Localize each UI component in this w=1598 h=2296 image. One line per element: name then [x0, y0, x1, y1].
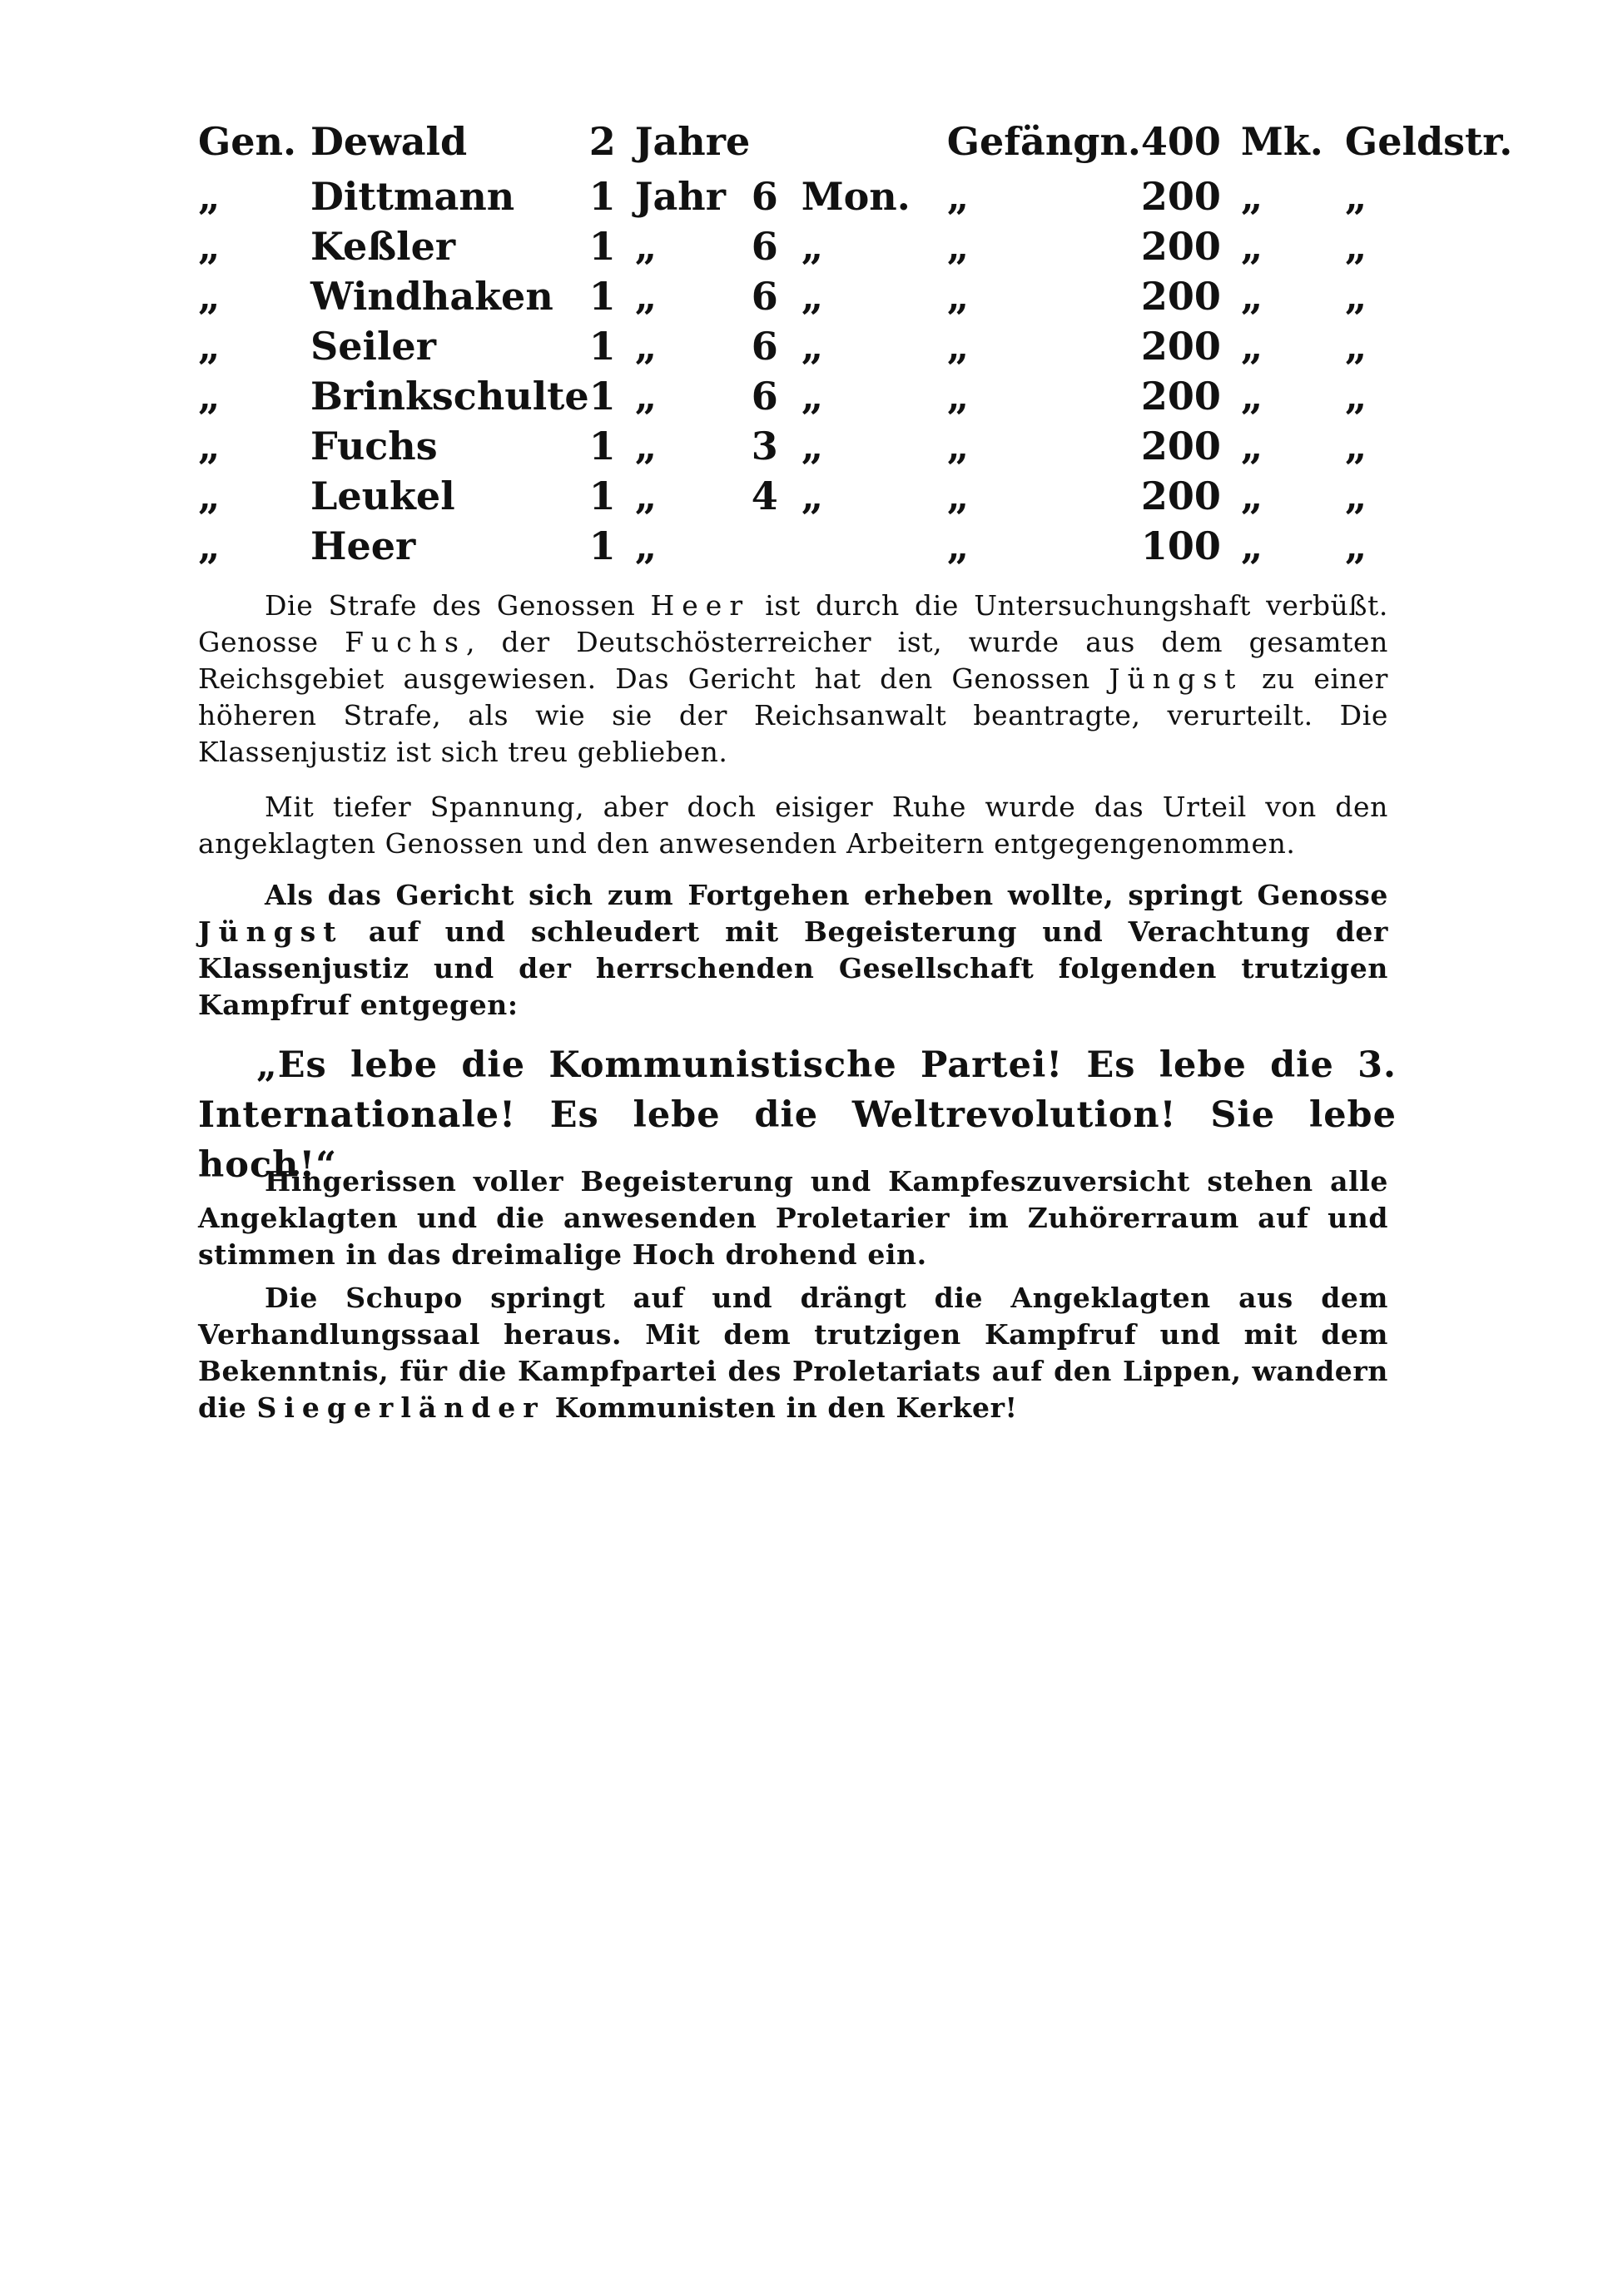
- months-unit-cell: „: [801, 374, 824, 419]
- text-run: Die Schupo springt auf und drängt die Angeklagten aus dem Verhandlungssaal heraus. Mit dem trutzigen Kampfruf und mit dem Bekenntnis, für die Kampfpartei des Proletariats auf den Lippen, wandern die: [198, 1282, 1388, 1424]
- fine-cell: „: [1344, 324, 1367, 369]
- gen-cell: „: [198, 174, 221, 219]
- amount-cell: 200: [1140, 474, 1221, 518]
- years-unit-cell: Jahre: [634, 119, 751, 164]
- years-unit-cell: „: [634, 324, 658, 369]
- years-unit-cell: „: [634, 224, 658, 269]
- paragraph-schupo: [198, 1280, 1388, 1426]
- prison-cell: „: [946, 274, 970, 319]
- fine-cell: „: [1344, 424, 1367, 469]
- name-heer: Heer: [650, 589, 751, 622]
- name-cell: Dittmann: [310, 174, 515, 219]
- amount-cell: 200: [1140, 274, 1221, 319]
- amount-cell: 400: [1140, 119, 1221, 164]
- table-row: [198, 521, 1512, 571]
- years-cell: 1: [588, 324, 616, 369]
- currency-cell: „: [1240, 523, 1263, 568]
- name-cell: Fuchs: [310, 424, 438, 469]
- prison-cell: „: [946, 424, 970, 469]
- name-cell: Windhaken: [310, 274, 553, 319]
- text-run: , der Deutschösterreicher ist, wurde aus dem gesamten Reichsgebiet ausgewiesen. Das Gericht hat den Genossen: [198, 626, 1388, 695]
- table-row: [198, 171, 1512, 221]
- gen-cell: „: [198, 424, 221, 469]
- amount-cell: 200: [1140, 174, 1221, 219]
- currency-cell: „: [1240, 174, 1263, 219]
- months-unit-cell: [801, 521, 947, 571]
- name-juengst: Jüngst: [1109, 662, 1243, 695]
- years-cell: 1: [588, 174, 616, 219]
- currency-cell: „: [1240, 374, 1263, 419]
- currency-cell: „: [1240, 324, 1263, 369]
- name-cell: Brinkschulte: [310, 374, 589, 419]
- word-siegerlaender: Siegerländer: [256, 1391, 545, 1424]
- years-cell: 1: [588, 523, 616, 568]
- prison-cell: „: [946, 174, 970, 219]
- fine-cell: „: [1344, 474, 1367, 518]
- text-run: ist durch die Untersuchungshaft verbüßt. Genosse: [198, 589, 1389, 658]
- prison-cell: „: [946, 324, 970, 369]
- gen-cell: „: [198, 523, 221, 568]
- prison-cell: „: [946, 224, 970, 269]
- name-juengst: Jüngst: [198, 915, 344, 948]
- months-cell: 6: [751, 174, 778, 219]
- amount-cell: 200: [1140, 324, 1221, 369]
- months-unit-cell: „: [801, 424, 824, 469]
- currency-cell: „: [1240, 224, 1263, 269]
- name-fuchs: Fuchs: [345, 626, 466, 658]
- name-cell: Heer: [310, 523, 416, 568]
- months-unit-cell: „: [801, 474, 824, 518]
- gen-cell: „: [198, 274, 221, 319]
- gen-cell: „: [198, 374, 221, 419]
- text-run: Als das Gericht sich zum Fortgehen erheben wollte, springt Genosse: [265, 879, 1388, 911]
- years-unit-cell: „: [634, 274, 658, 319]
- years-unit-cell: „: [634, 424, 658, 469]
- quote-battle-cry: „Es lebe die Kommunistische Partei! Es lebe die 3. Internationale! Es lebe die Weltrevolution! Sie lebe hoch!“: [198, 1044, 1397, 1186]
- months-cell: 6: [751, 374, 778, 419]
- years-cell: 2: [588, 119, 616, 164]
- fine-cell: „: [1344, 174, 1367, 219]
- years-unit-cell: „: [634, 523, 658, 568]
- table-row: [198, 221, 1512, 271]
- text-run: Kommunisten in den Kerker!: [544, 1391, 1018, 1424]
- months-cell: 6: [751, 324, 778, 369]
- gen-cell: „: [198, 324, 221, 369]
- text-run: Die Strafe des Genossen: [265, 589, 651, 622]
- currency-cell: „: [1240, 474, 1263, 518]
- sentence-table: [198, 112, 1512, 571]
- years-cell: 1: [588, 224, 616, 269]
- years-cell: 1: [588, 474, 616, 518]
- table-row: [198, 371, 1512, 421]
- amount-cell: 200: [1140, 224, 1221, 269]
- paragraph-juengst-rises: [198, 877, 1388, 1024]
- months-cell: 3: [751, 424, 778, 469]
- name-cell: Dewald: [310, 119, 468, 164]
- name-cell: Leukel: [310, 474, 455, 518]
- months-cell: [752, 112, 801, 171]
- years-unit-cell: „: [634, 374, 658, 419]
- table-row: [198, 421, 1512, 471]
- text-run: auf und schleudert mit Begeisterung und Verachtung der Klassenjustiz und der herrschenden Gesellschaft folgenden trutzigen Kampfruf entgegen:: [198, 915, 1388, 1021]
- years-cell: 1: [588, 274, 616, 319]
- gen-cell: „: [198, 474, 221, 518]
- gen-cell: „: [198, 224, 221, 269]
- prison-cell: „: [946, 374, 970, 419]
- years-cell: 1: [588, 424, 616, 469]
- years-unit-cell: Jahr: [634, 174, 726, 219]
- months-unit-cell: Mon.: [801, 174, 911, 219]
- name-cell: Keßler: [310, 224, 456, 269]
- table-row: [198, 271, 1512, 321]
- amount-cell: 200: [1140, 424, 1221, 469]
- currency-cell: „: [1240, 424, 1263, 469]
- months-unit-cell: „: [801, 274, 824, 319]
- name-cell: Seiler: [310, 324, 436, 369]
- amount-cell: 100: [1140, 523, 1221, 568]
- years-unit-cell: „: [634, 474, 658, 518]
- paragraph-cheer: Hingerissen voller Begeisterung und Kampfeszuversicht stehen alle Angeklagten und die anwesenden Proletarier im Zuhörerraum auf und stimmen in das dreimalige Hoch drohend ein.: [198, 1165, 1388, 1271]
- fine-cell: Geldstr.: [1344, 119, 1513, 164]
- months-cell: [752, 521, 801, 571]
- currency-cell: Mk.: [1240, 119, 1323, 164]
- table-row: [198, 321, 1512, 371]
- fine-cell: „: [1344, 224, 1367, 269]
- months-cell: 4: [751, 474, 778, 518]
- months-unit-cell: [801, 112, 947, 171]
- table-row: [198, 471, 1512, 521]
- paragraph-reaction: Mit tiefer Spannung, aber doch eisiger Ruhe wurde das Urteil von den angeklagten Genossen und den anwesenden Arbeitern entgegengenommen.: [198, 791, 1388, 860]
- paragraph-sentence-notes: [198, 588, 1388, 771]
- fine-cell: „: [1344, 523, 1367, 568]
- prison-cell: Gefängn.: [946, 119, 1141, 164]
- months-cell: 6: [751, 274, 778, 319]
- text-run: zu einer höheren Strafe, als wie sie der Reichsanwalt beantragte, verurteilt. Die Klassenjustiz ist sich treu geblieben.: [198, 662, 1388, 768]
- months-unit-cell: „: [801, 324, 824, 369]
- months-cell: 6: [751, 224, 778, 269]
- amount-cell: 200: [1140, 374, 1221, 419]
- months-unit-cell: „: [801, 224, 824, 269]
- currency-cell: „: [1240, 274, 1263, 319]
- years-cell: 1: [588, 374, 616, 419]
- table-row: [198, 112, 1512, 171]
- fine-cell: „: [1344, 374, 1367, 419]
- gen-cell: Gen.: [198, 119, 297, 164]
- fine-cell: „: [1344, 274, 1367, 319]
- prison-cell: „: [946, 523, 970, 568]
- prison-cell: „: [946, 474, 970, 518]
